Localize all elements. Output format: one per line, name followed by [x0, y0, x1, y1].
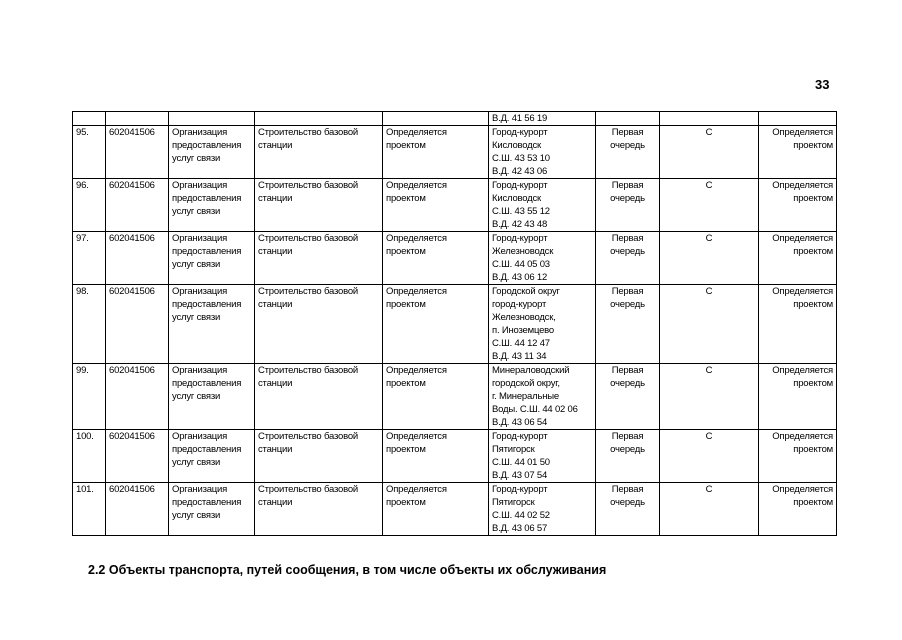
cell-purpose: Организация предоставления услуг связи	[169, 483, 255, 536]
cell-location: Город-курорт Железноводск С.Ш. 44 05 03 В.Д. 43 06 12	[489, 232, 596, 285]
cell-queue	[596, 112, 660, 126]
cell-code: 602041506	[106, 232, 169, 285]
cell-characteristics: Определяется проектом	[383, 179, 489, 232]
cell-location: Город-курорт Пятигорск С.Ш. 44 01 50 В.Д. 43 07 54	[489, 430, 596, 483]
table-row	[73, 232, 837, 285]
cell-number: 97.	[73, 232, 106, 285]
cell-location: Город-курорт Кисловодск С.Ш. 43 55 12 В.Д. 42 43 48	[489, 179, 596, 232]
cell-category: С	[660, 232, 759, 285]
cell-characteristics: Определяется проектом	[383, 232, 489, 285]
cell-characteristics: Определяется проектом	[383, 430, 489, 483]
table-row	[73, 364, 837, 430]
table-row-continuation	[73, 112, 837, 126]
cell-note: Определяется проектом	[759, 179, 837, 232]
cell-purpose: Организация предоставления услуг связи	[169, 430, 255, 483]
table-row	[73, 285, 837, 364]
cell-characteristics: Определяется проектом	[383, 364, 489, 430]
cell-purpose: Организация предоставления услуг связи	[169, 364, 255, 430]
cell-name: Строительство базовой станции	[255, 483, 383, 536]
cell-location: Город-курорт Кисловодск С.Ш. 43 53 10 В.Д. 42 43 06	[489, 126, 596, 179]
cell-number: 95.	[73, 126, 106, 179]
table-row	[73, 483, 837, 536]
cell-code: 602041506	[106, 430, 169, 483]
cell-code: 602041506	[106, 483, 169, 536]
cell-note: Определяется проектом	[759, 364, 837, 430]
cell-code: 602041506	[106, 179, 169, 232]
cell-queue: Первая очередь	[596, 285, 660, 364]
cell-characteristics: Определяется проектом	[383, 126, 489, 179]
cell-characteristics: Определяется проектом	[383, 483, 489, 536]
cell-number: 96.	[73, 179, 106, 232]
page-number: 33	[815, 77, 830, 92]
cell-number	[73, 112, 106, 126]
cell-name: Строительство базовой станции	[255, 430, 383, 483]
cell-purpose: Организация предоставления услуг связи	[169, 285, 255, 364]
cell-location: В.Д. 41 56 19	[489, 112, 596, 126]
cell-location: Городской округ город-курорт Железноводск, п. Иноземцево С.Ш. 44 12 47 В.Д. 43 11 34	[489, 285, 596, 364]
cell-name: Строительство базовой станции	[255, 232, 383, 285]
cell-name: Строительство базовой станции	[255, 364, 383, 430]
cell-code	[106, 112, 169, 126]
cell-number: 99.	[73, 364, 106, 430]
cell-note: Определяется проектом	[759, 430, 837, 483]
cell-queue: Первая очередь	[596, 126, 660, 179]
cell-note: Определяется проектом	[759, 285, 837, 364]
table-row	[73, 126, 837, 179]
cell-name: Строительство базовой станции	[255, 285, 383, 364]
objects-table	[72, 111, 837, 536]
cell-code: 602041506	[106, 364, 169, 430]
table-body	[73, 112, 837, 536]
cell-number: 100.	[73, 430, 106, 483]
cell-purpose: Организация предоставления услуг связи	[169, 232, 255, 285]
cell-category	[660, 112, 759, 126]
cell-queue: Первая очередь	[596, 232, 660, 285]
cell-queue: Первая очередь	[596, 179, 660, 232]
cell-note: Определяется проектом	[759, 483, 837, 536]
cell-note: Определяется проектом	[759, 126, 837, 179]
cell-code: 602041506	[106, 285, 169, 364]
cell-category: С	[660, 364, 759, 430]
cell-name	[255, 112, 383, 126]
cell-code: 602041506	[106, 126, 169, 179]
table-row	[73, 430, 837, 483]
cell-number: 98.	[73, 285, 106, 364]
cell-note: Определяется проектом	[759, 232, 837, 285]
cell-queue: Первая очередь	[596, 364, 660, 430]
cell-characteristics	[383, 112, 489, 126]
cell-characteristics: Определяется проектом	[383, 285, 489, 364]
cell-category: С	[660, 126, 759, 179]
section-heading: 2.2 Объекты транспорта, путей сообщения, в том числе объекты их обслуживания	[88, 563, 607, 577]
cell-category: С	[660, 285, 759, 364]
cell-number: 101.	[73, 483, 106, 536]
cell-queue: Первая очередь	[596, 483, 660, 536]
cell-category: С	[660, 483, 759, 536]
cell-note	[759, 112, 837, 126]
cell-purpose	[169, 112, 255, 126]
cell-location: Город-курорт Пятигорск С.Ш. 44 02 52 В.Д. 43 06 57	[489, 483, 596, 536]
cell-name: Строительство базовой станции	[255, 126, 383, 179]
cell-name: Строительство базовой станции	[255, 179, 383, 232]
cell-queue: Первая очередь	[596, 430, 660, 483]
table-row	[73, 179, 837, 232]
cell-purpose: Организация предоставления услуг связи	[169, 126, 255, 179]
cell-location: Минераловодский городской округ, г. Минеральные Воды. С.Ш. 44 02 06 В.Д. 43 06 54	[489, 364, 596, 430]
cell-category: С	[660, 179, 759, 232]
cell-category: С	[660, 430, 759, 483]
cell-purpose: Организация предоставления услуг связи	[169, 179, 255, 232]
